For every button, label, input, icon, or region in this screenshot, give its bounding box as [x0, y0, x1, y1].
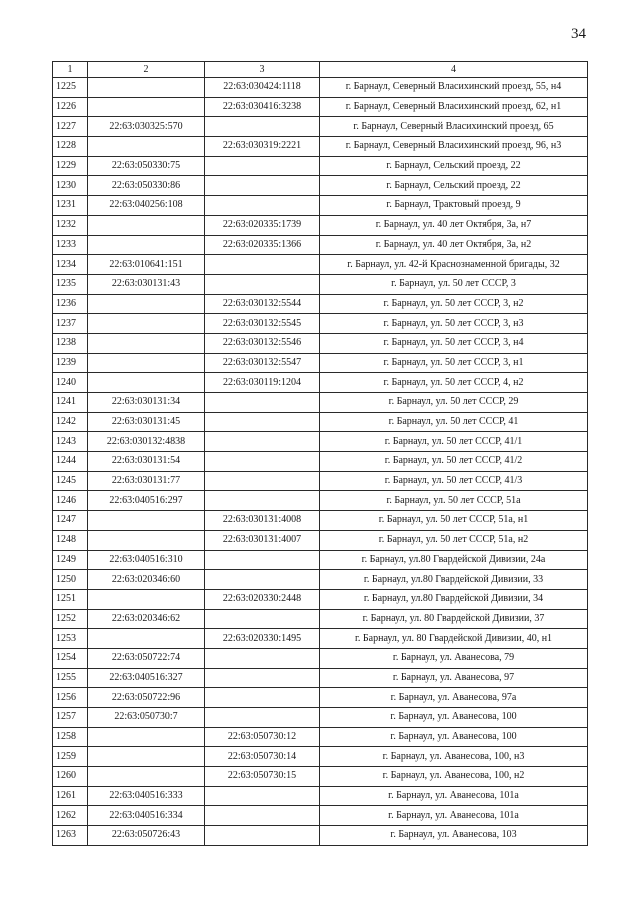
row-number-cell: 1227: [53, 117, 88, 137]
table-row: [53, 708, 588, 728]
row-number-cell: 1246: [53, 491, 88, 511]
row-number-cell: 1253: [53, 629, 88, 649]
land-cadastral-number-cell: [88, 314, 205, 334]
building-cadastral-number-cell: 22:63:030132:5545: [205, 314, 320, 334]
table-row: [53, 511, 588, 531]
table-row: [53, 747, 588, 767]
address-cell: г. Барнаул, ул. Аванесова, 100, н3: [320, 747, 588, 767]
land-cadastral-number-cell: 22:63:030131:54: [88, 452, 205, 472]
building-cadastral-number-cell: [205, 491, 320, 511]
header-cell-3: 3: [205, 62, 320, 78]
land-cadastral-number-cell: 22:63:020346:60: [88, 570, 205, 590]
land-cadastral-number-cell: [88, 629, 205, 649]
address-cell: г. Барнаул, ул.80 Гвардейской Дивизии, 24а: [320, 550, 588, 570]
address-cell: г. Барнаул, ул. Аванесова, 97: [320, 668, 588, 688]
building-cadastral-number-cell: [205, 609, 320, 629]
land-cadastral-number-cell: 22:63:040516:297: [88, 491, 205, 511]
row-number-cell: 1242: [53, 412, 88, 432]
building-cadastral-number-cell: 22:63:020330:1495: [205, 629, 320, 649]
land-cadastral-number-cell: [88, 235, 205, 255]
row-number-cell: 1228: [53, 137, 88, 157]
table-row: [53, 215, 588, 235]
address-cell: г. Барнаул, ул. 50 лет СССР, 3: [320, 274, 588, 294]
address-cell: г. Барнаул, ул. Аванесова, 100: [320, 727, 588, 747]
building-cadastral-number-cell: 22:63:030119:1204: [205, 373, 320, 393]
address-cell: г. Барнаул, ул. Аванесова, 79: [320, 648, 588, 668]
table-row: [53, 294, 588, 314]
row-number-cell: 1229: [53, 156, 88, 176]
row-number-cell: 1255: [53, 668, 88, 688]
building-cadastral-number-cell: [205, 274, 320, 294]
row-number-cell: 1258: [53, 727, 88, 747]
building-cadastral-number-cell: 22:63:020335:1739: [205, 215, 320, 235]
table-row: [53, 688, 588, 708]
address-cell: г. Барнаул, ул. Аванесова, 103: [320, 826, 588, 846]
row-number-cell: 1259: [53, 747, 88, 767]
table-row: [53, 412, 588, 432]
building-cadastral-number-cell: 22:63:030131:4007: [205, 530, 320, 550]
row-number-cell: 1236: [53, 294, 88, 314]
building-cadastral-number-cell: 22:63:050730:14: [205, 747, 320, 767]
building-cadastral-number-cell: 22:63:030132:5546: [205, 333, 320, 353]
table-row: [53, 826, 588, 846]
address-cell: г. Барнаул, Сельский проезд, 22: [320, 156, 588, 176]
address-cell: г. Барнаул, Северный Власихинский проезд, 62, н1: [320, 97, 588, 117]
table-row: [53, 589, 588, 609]
table-row: [53, 196, 588, 216]
land-cadastral-number-cell: 22:63:050726:43: [88, 826, 205, 846]
table-row: [53, 156, 588, 176]
building-cadastral-number-cell: [205, 176, 320, 196]
row-number-cell: 1257: [53, 708, 88, 728]
row-number-cell: 1261: [53, 786, 88, 806]
building-cadastral-number-cell: 22:63:030132:5544: [205, 294, 320, 314]
table-row: [53, 176, 588, 196]
address-cell: г. Барнаул, ул. Аванесова, 101а: [320, 786, 588, 806]
table-row: [53, 333, 588, 353]
row-number-cell: 1230: [53, 176, 88, 196]
address-cell: г. Барнаул, Трактовый проезд, 9: [320, 196, 588, 216]
table-row: [53, 530, 588, 550]
row-number-cell: 1263: [53, 826, 88, 846]
address-cell: г. Барнаул, Северный Власихинский проезд, 65: [320, 117, 588, 137]
table-row: [53, 629, 588, 649]
header-cell-4: 4: [320, 62, 588, 78]
land-cadastral-number-cell: 22:63:030325:570: [88, 117, 205, 137]
header-cell-2: 2: [88, 62, 205, 78]
row-number-cell: 1234: [53, 255, 88, 275]
land-cadastral-number-cell: [88, 333, 205, 353]
address-cell: г. Барнаул, ул. 40 лет Октября, 3а, н2: [320, 235, 588, 255]
address-cell: г. Барнаул, ул. 50 лет СССР, 29: [320, 393, 588, 413]
land-cadastral-number-cell: 22:63:040516:334: [88, 806, 205, 826]
land-cadastral-number-cell: [88, 294, 205, 314]
row-number-cell: 1239: [53, 353, 88, 373]
address-cell: г. Барнаул, ул. Аванесова, 97а: [320, 688, 588, 708]
building-cadastral-number-cell: [205, 255, 320, 275]
building-cadastral-number-cell: 22:63:020335:1366: [205, 235, 320, 255]
building-cadastral-number-cell: 22:63:020330:2448: [205, 589, 320, 609]
table-row: [53, 648, 588, 668]
address-cell: г. Барнаул, ул. 50 лет СССР, 3, н3: [320, 314, 588, 334]
building-cadastral-number-cell: 22:63:050730:15: [205, 767, 320, 787]
land-cadastral-number-cell: 22:63:040516:310: [88, 550, 205, 570]
row-number-cell: 1249: [53, 550, 88, 570]
building-cadastral-number-cell: [205, 826, 320, 846]
land-cadastral-number-cell: [88, 727, 205, 747]
page-number: 34: [571, 26, 586, 42]
table-row: [53, 668, 588, 688]
table-row: [53, 314, 588, 334]
row-number-cell: 1262: [53, 806, 88, 826]
row-number-cell: 1243: [53, 432, 88, 452]
table-row: [53, 353, 588, 373]
building-cadastral-number-cell: [205, 806, 320, 826]
land-cadastral-number-cell: 22:63:050330:75: [88, 156, 205, 176]
address-cell: г. Барнаул, Северный Власихинский проезд, 55, н4: [320, 78, 588, 98]
row-number-cell: 1238: [53, 333, 88, 353]
building-cadastral-number-cell: [205, 471, 320, 491]
building-cadastral-number-cell: [205, 550, 320, 570]
land-cadastral-number-cell: [88, 78, 205, 98]
row-number-cell: 1248: [53, 530, 88, 550]
row-number-cell: 1235: [53, 274, 88, 294]
building-cadastral-number-cell: [205, 786, 320, 806]
land-cadastral-number-cell: 22:63:030131:34: [88, 393, 205, 413]
address-cell: г. Барнаул, ул. Аванесова, 100, н2: [320, 767, 588, 787]
row-number-cell: 1254: [53, 648, 88, 668]
building-cadastral-number-cell: 22:63:030131:4008: [205, 511, 320, 531]
table-row: [53, 806, 588, 826]
address-cell: г. Барнаул, ул. 50 лет СССР, 41: [320, 412, 588, 432]
table-row: [53, 97, 588, 117]
table-row: [53, 727, 588, 747]
row-number-cell: 1260: [53, 767, 88, 787]
table-row: [53, 609, 588, 629]
table-row: [53, 117, 588, 137]
address-cell: г. Барнаул, Сельский проезд, 22: [320, 176, 588, 196]
table-row: [53, 570, 588, 590]
building-cadastral-number-cell: [205, 688, 320, 708]
building-cadastral-number-cell: 22:63:050730:12: [205, 727, 320, 747]
building-cadastral-number-cell: [205, 708, 320, 728]
table-row: [53, 78, 588, 98]
address-cell: г. Барнаул, ул. 42-й Краснознаменной бригады, 32: [320, 255, 588, 275]
row-number-cell: 1237: [53, 314, 88, 334]
land-cadastral-number-cell: [88, 767, 205, 787]
building-cadastral-number-cell: [205, 196, 320, 216]
land-cadastral-number-cell: 22:63:030131:77: [88, 471, 205, 491]
land-cadastral-number-cell: [88, 511, 205, 531]
table-row: [53, 274, 588, 294]
address-cell: г. Барнаул, ул. 40 лет Октября, 3а, н7: [320, 215, 588, 235]
row-number-cell: 1233: [53, 235, 88, 255]
table-row: [53, 432, 588, 452]
table-row: [53, 471, 588, 491]
table-row: [53, 393, 588, 413]
table-row: [53, 452, 588, 472]
land-cadastral-number-cell: [88, 589, 205, 609]
address-cell: г. Барнаул, ул. 50 лет СССР, 41/1: [320, 432, 588, 452]
building-cadastral-number-cell: [205, 452, 320, 472]
building-cadastral-number-cell: [205, 156, 320, 176]
address-cell: г. Барнаул, ул. 80 Гвардейской Дивизии, 40, н1: [320, 629, 588, 649]
header-cell-1: 1: [53, 62, 88, 78]
row-number-cell: 1225: [53, 78, 88, 98]
land-cadastral-number-cell: 22:63:040256:108: [88, 196, 205, 216]
land-cadastral-number-cell: [88, 97, 205, 117]
address-cell: г. Барнаул, ул. 50 лет СССР, 51а, н1: [320, 511, 588, 531]
building-cadastral-number-cell: 22:63:030424:1118: [205, 78, 320, 98]
table-row: [53, 255, 588, 275]
land-cadastral-number-cell: [88, 137, 205, 157]
land-cadastral-number-cell: 22:63:040516:333: [88, 786, 205, 806]
building-cadastral-number-cell: 22:63:030132:5547: [205, 353, 320, 373]
address-cell: г. Барнаул, ул. 50 лет СССР, 51а, н2: [320, 530, 588, 550]
land-cadastral-number-cell: [88, 373, 205, 393]
table-row: [53, 767, 588, 787]
address-cell: г. Барнаул, ул. 80 Гвардейской Дивизии, 37: [320, 609, 588, 629]
address-cell: г. Барнаул, Северный Власихинский проезд, 96, н3: [320, 137, 588, 157]
land-cadastral-number-cell: [88, 215, 205, 235]
address-cell: г. Барнаул, ул. Аванесова, 100: [320, 708, 588, 728]
table-body: [53, 78, 588, 846]
land-cadastral-number-cell: 22:63:030132:4838: [88, 432, 205, 452]
building-cadastral-number-cell: [205, 432, 320, 452]
table-row: [53, 786, 588, 806]
address-cell: г. Барнаул, ул. 50 лет СССР, 3, н4: [320, 333, 588, 353]
address-cell: г. Барнаул, ул.80 Гвардейской Дивизии, 33: [320, 570, 588, 590]
building-cadastral-number-cell: 22:63:030416:3238: [205, 97, 320, 117]
table-row: [53, 491, 588, 511]
table-row: [53, 373, 588, 393]
land-cadastral-number-cell: 22:63:010641:151: [88, 255, 205, 275]
address-cell: г. Барнаул, ул. 50 лет СССР, 4, н2: [320, 373, 588, 393]
row-number-cell: 1231: [53, 196, 88, 216]
table-header-row: [53, 62, 588, 78]
land-cadastral-number-cell: 22:63:050330:86: [88, 176, 205, 196]
address-cell: г. Барнаул, ул. 50 лет СССР, 41/3: [320, 471, 588, 491]
land-cadastral-number-cell: 22:63:030131:45: [88, 412, 205, 432]
land-cadastral-number-cell: 22:63:050722:74: [88, 648, 205, 668]
land-cadastral-number-cell: 22:63:050730:7: [88, 708, 205, 728]
row-number-cell: 1245: [53, 471, 88, 491]
row-number-cell: 1250: [53, 570, 88, 590]
table-row: [53, 137, 588, 157]
land-cadastral-number-cell: 22:63:050722:96: [88, 688, 205, 708]
building-cadastral-number-cell: [205, 393, 320, 413]
row-number-cell: 1241: [53, 393, 88, 413]
land-cadastral-number-cell: 22:63:030131:43: [88, 274, 205, 294]
building-cadastral-number-cell: [205, 648, 320, 668]
address-cell: г. Барнаул, ул. 50 лет СССР, 41/2: [320, 452, 588, 472]
table-row: [53, 550, 588, 570]
address-cell: г. Барнаул, ул.80 Гвардейской Дивизии, 34: [320, 589, 588, 609]
row-number-cell: 1251: [53, 589, 88, 609]
land-cadastral-number-cell: 22:63:020346:62: [88, 609, 205, 629]
land-cadastral-number-cell: [88, 353, 205, 373]
building-cadastral-number-cell: [205, 412, 320, 432]
land-cadastral-number-cell: 22:63:040516:327: [88, 668, 205, 688]
row-number-cell: 1232: [53, 215, 88, 235]
building-cadastral-number-cell: [205, 570, 320, 590]
row-number-cell: 1244: [53, 452, 88, 472]
building-cadastral-number-cell: [205, 117, 320, 137]
address-cell: г. Барнаул, ул. 50 лет СССР, 3, н1: [320, 353, 588, 373]
table-row: [53, 235, 588, 255]
building-cadastral-number-cell: [205, 668, 320, 688]
row-number-cell: 1252: [53, 609, 88, 629]
row-number-cell: 1240: [53, 373, 88, 393]
row-number-cell: 1226: [53, 97, 88, 117]
land-cadastral-number-cell: [88, 747, 205, 767]
row-number-cell: 1247: [53, 511, 88, 531]
address-cell: г. Барнаул, ул. 50 лет СССР, 3, н2: [320, 294, 588, 314]
land-cadastral-number-cell: [88, 530, 205, 550]
registry-table: [52, 61, 588, 846]
address-cell: г. Барнаул, ул. Аванесова, 101а: [320, 806, 588, 826]
row-number-cell: 1256: [53, 688, 88, 708]
building-cadastral-number-cell: 22:63:030319:2221: [205, 137, 320, 157]
address-cell: г. Барнаул, ул. 50 лет СССР, 51а: [320, 491, 588, 511]
